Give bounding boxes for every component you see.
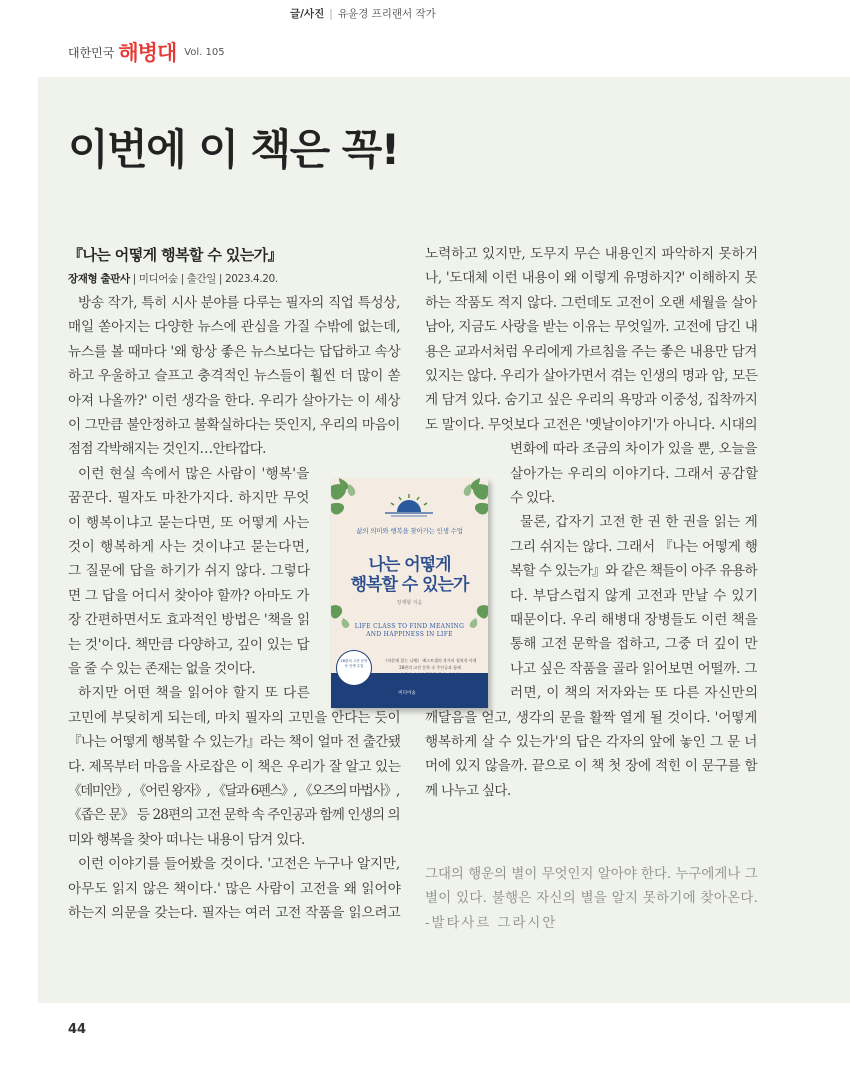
body-text-line: 방송 작가, 특히 시사 분야를 다루는 필자의 직업 특성상, xyxy=(78,295,401,311)
body-text-line: 러면, 이 책의 저자와는 또 다른 자신만의 xyxy=(510,685,759,702)
body-text-line: 『나는 어떻게 행복할 수 있는가』라는 책이 얼마 전 출간됐 xyxy=(68,734,401,751)
page-header xyxy=(68,40,225,64)
quote-line: 별이 있다. 불행은 자신의 별을 알지 못하기에 찾아온다. xyxy=(425,891,759,907)
body-text-line: 뉴스를 볼 때마다 '왜 항상 좋은 뉴스보다는 답답하고 속상 xyxy=(68,343,401,360)
body-text-line: 고민에 부딪히게 되는데, 마치 필자의 고민을 안다는 듯이 xyxy=(68,709,401,726)
body-text-line: 하지만 어떤 책을 읽어야 할지 또 다른 xyxy=(78,685,311,702)
volume-number: Vol. 105 xyxy=(184,46,225,58)
body-text-line: 행복하게 살 수 있는가'의 답은 각자의 앞에 놓인 그 문 너 xyxy=(425,734,758,750)
magazine-logo: 해병대 xyxy=(118,41,177,65)
cover-blurb-line2: 28편의 고전 문학 속 주인공과 함께 xyxy=(399,665,461,670)
cover-publisher: 미디어숲 xyxy=(398,691,416,696)
body-text-line: 다. 제목부터 마음을 사로잡은 이 책은 우리가 잘 알고 있는 xyxy=(68,758,401,775)
body-text-line: 장 간편하면서도 효과적인 방법은 '책을 읽 xyxy=(68,612,310,629)
body-text-line: 용은 교과서처럼 우리에게 가르침을 주는 좋은 내용만 담겨 xyxy=(425,343,757,360)
body-text-line: 이런 현실 속에서 많은 사람이 '행복'을 xyxy=(78,465,310,482)
page-number: 44 xyxy=(68,1022,87,1037)
credit-value: 유윤경 프리랜서 작가 xyxy=(337,8,436,20)
body-text-line: 때문이다. 우리 해병대 장병들도 이런 책을 xyxy=(510,612,758,628)
credit-divider: | xyxy=(329,8,333,20)
body-text-line: 도 말이다. 무엇보다 고전은 '옛날이야기'가 아니다. 시대의 xyxy=(425,416,758,433)
body-text-line: 노력하고 있지만, 도무지 무슨 내용인지 파악하지 못하거 xyxy=(425,246,758,262)
body-text-line: 이런 이야기를 들어봤을 것이다. '고전은 누구나 알지만, xyxy=(78,856,401,873)
body-text-line: 미와 행복을 찾아 떠나는 내용이 담겨 있다. xyxy=(68,831,305,848)
book-title: 『나는 어떻게 행복할 수 있는가』 xyxy=(68,246,282,264)
body-text-line: 머에 있지 않을까. 끝으로 이 책 첫 장에 적힌 이 문구를 함 xyxy=(425,758,758,775)
body-text-line: 그 질문에 답을 하기가 쉬지 않다. 그렇다 xyxy=(68,563,311,580)
body-text-line: 매일 쏟아지는 다양한 뉴스에 관심을 가질 수밖에 없는데, xyxy=(68,319,401,336)
body-text-line: 게 담겨 있다. 숨기고 싶은 우리의 욕망과 이중성, 집착까지 xyxy=(425,392,758,409)
body-text-line: 나고 싶은 작품을 골라 읽어보면 어떨까. 그 xyxy=(510,660,758,677)
body-text-line: 하는지 의문을 갖는다. 필자는 여러 고전 작품을 읽으려고 xyxy=(68,905,401,921)
body-text-line: 복할 수 있는가』와 같은 책들이 아주 유용하 xyxy=(510,563,757,580)
magazine-prefix: 대한민국 xyxy=(68,45,115,60)
cover-subtitle: 삶의 의미와 행복을 찾아가는 인생 수업 xyxy=(356,527,463,535)
body-text-line: 아져 나올까?' 이런 생각을 한다. 우리가 살아가는 이 세상 xyxy=(68,392,401,409)
body-text-line: 있지는 않다. 우리가 살아가면서 겪는 인생의 명과 암, 모든 xyxy=(425,368,758,384)
sunrise-icon xyxy=(381,492,437,518)
body-text-line: 꿈꾼다. 필자도 마찬가지다. 하지만 무엇 xyxy=(68,490,310,507)
body-text-line: 그리 쉬지는 않다. 그래서 『나는 어떻게 행 xyxy=(510,538,758,555)
book-meta xyxy=(68,271,278,286)
body-text-line: 이 그만큼 불안정하고 불확실하다는 뜻인지, 우리의 마음이 xyxy=(68,417,400,433)
body-text-line: 을 줄 수 있는 존재는 없을 것이다. xyxy=(68,661,255,677)
body-text-line: 면 그 답을 어디서 찾아야 할까? 아마도 가 xyxy=(68,587,310,604)
author-credit xyxy=(290,6,436,21)
body-text-line: 하고 우울하고 슬프고 충격적인 뉴스들이 훨씬 더 많이 쏟 xyxy=(68,368,401,385)
body-text-line: 이 행복이냐고 묻는다면, 또 어떻게 사는 xyxy=(68,514,310,531)
cover-blurb-line1: 《마흔에 읽는 니체》 베스트셀러 작가의 철학적 사색 xyxy=(383,658,477,663)
cover-badge-text: 28편의 고전 문학 속 인생 수업 xyxy=(340,659,368,668)
book-cover-image xyxy=(331,478,488,708)
body-text-line: 점점 각박해지는 것인지…안타깝다. xyxy=(68,441,266,458)
body-text-line: 물론, 갑자기 고전 한 권 한 권을 읽는 게 xyxy=(520,514,758,531)
cover-title-line1: 나는 어떻게 xyxy=(368,555,451,575)
article-title: 이번에 이 책은 꼭! xyxy=(68,125,399,174)
body-text-line: 아무도 읽지 않은 책이다.' 많은 사람이 고전을 왜 읽어야 xyxy=(68,880,401,897)
credit-label: 글/사진 xyxy=(290,8,325,20)
cover-badge xyxy=(336,650,372,686)
quote-line: -발타사르 그라시안 xyxy=(425,915,558,931)
body-text-line: 다. 부담스럽지 않게 고전과 만날 수 있기 xyxy=(510,587,759,604)
body-text-line: 수 있다. xyxy=(510,490,555,506)
body-text-line: 하는 작품도 적지 않다. 그런데도 고전이 오랜 세월을 살아 xyxy=(425,294,757,311)
body-text-line: 것이 행복하게 사는 것이냐고 묻는다면, xyxy=(68,539,311,555)
quote-line: 그대의 행운의 별이 무엇인지 알아야 한다. 누구에게나 그 xyxy=(425,867,758,882)
body-text-line: 살아가는 우리의 이야기다. 그래서 공감할 xyxy=(510,465,759,482)
cover-english-line2: AND HAPPINESS IN LIFE xyxy=(366,631,453,638)
body-text-line: 께 나누고 싶다. xyxy=(425,782,511,799)
body-text-line: 나, '도대체 이런 내용이 왜 이렇게 유명하지?' 이해하지 못 xyxy=(425,270,758,287)
body-text-line: 남아, 지금도 사랑을 받는 이유는 무엇일까. 고전에 담긴 내 xyxy=(425,319,758,336)
book-meta-author: 장재형 출판사 xyxy=(68,273,130,285)
body-text-line: 《좁은 문》 등 28편의 고전 문학 속 주인공과 함께 인생의 의 xyxy=(68,807,400,824)
body-text-line: 통해 고전 문학을 접하고, 그중 더 깊이 만 xyxy=(510,636,758,653)
body-text-line: 《데미안》, 《어린 왕자》, 《달과 6펜스》, 《오즈의 마법사》, xyxy=(68,783,399,799)
cover-author: 장재형 지음 xyxy=(396,600,423,606)
body-text-line: 깨달음을 얻고, 생각의 문을 활짝 열게 될 것이다. '어떻게 xyxy=(425,709,758,726)
body-text-line: 변화에 따라 조금의 차이가 있을 뿐, 오늘을 xyxy=(510,441,758,458)
body-text-line: 는 것'이다. 책만큼 다양하고, 깊이 있는 답 xyxy=(68,636,310,653)
cover-english-line1: LIFE CLASS TO FIND MEANING xyxy=(354,623,465,630)
cover-title-line2: 행복할 수 있는가 xyxy=(350,575,469,595)
book-meta-rest: | 미디어숲 | 출간일 | 2023.4.20. xyxy=(132,273,278,285)
